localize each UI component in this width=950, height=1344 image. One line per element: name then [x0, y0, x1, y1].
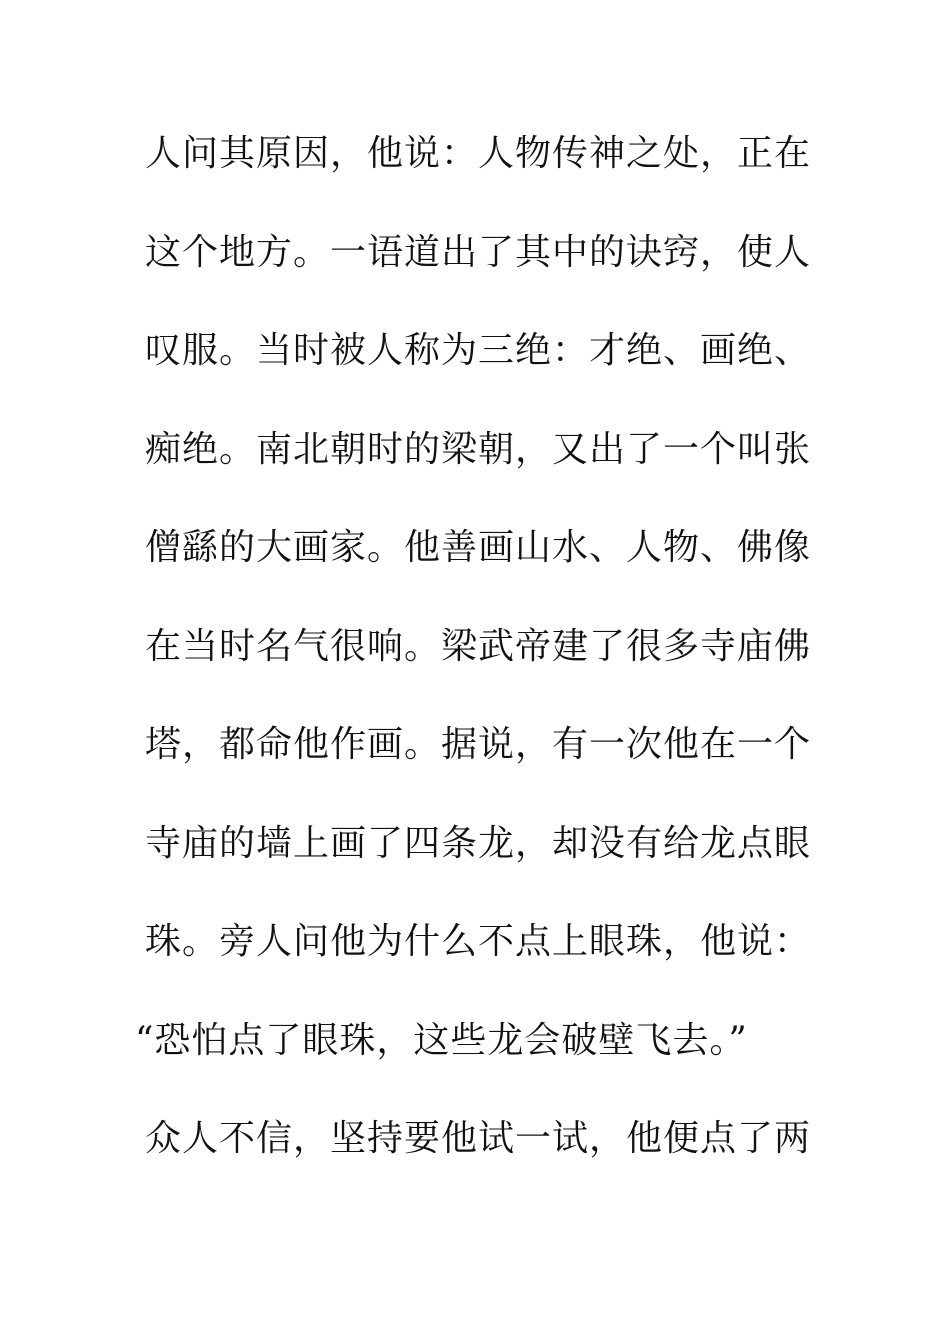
text-line: 痴绝。南北朝时的梁朝，又出了一个叫张	[145, 428, 812, 470]
text-line: 珠。旁人问他为什么不点上眼珠，他说：	[145, 921, 812, 962]
text-line: 寺庙的墙上画了四条龙，却没有给龙点眼	[145, 822, 812, 864]
text-line: 僧繇的大画家。他善画山水、人物、佛像	[145, 527, 812, 568]
text-line: 人问其原因，他说：人物传神之处，正在	[145, 133, 812, 174]
body-text	[135, 124, 815, 1208]
text-line: 塔，都命他作画。据说，有一次他在一个	[145, 724, 812, 765]
text-line-quote: “恐怕点了眼珠，这些龙会破壁飞去。”	[135, 1019, 748, 1061]
text-line: 众人不信，坚持要他试一试，他便点了两	[145, 1118, 812, 1159]
text-line: 在当时名气很响。梁武帝建了很多寺庙佛	[145, 625, 812, 667]
text-line: 叹服。当时被人称为三绝：才绝、画绝、	[145, 330, 812, 371]
text-line: 这个地方。一语道出了其中的诀窍，使人	[145, 231, 812, 273]
